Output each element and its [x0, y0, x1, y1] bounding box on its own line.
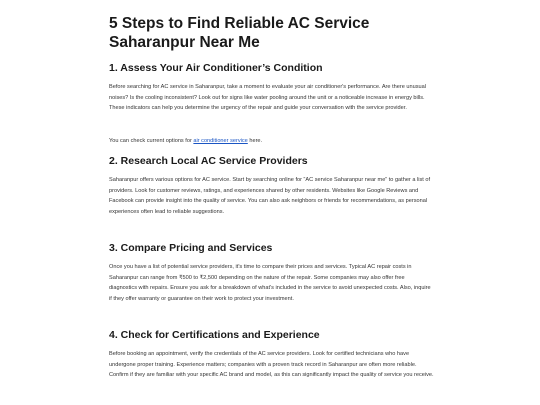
section-2-paragraph: Saharanpur offers various options for AC service. Start by searching online for “AC service Saharanpur near me” to gather a list of providers. Look for customer reviews, ratings, and experiences shared by other residents. Websites like Google Reviews and Facebook can provide insight into the quality of service. You can also ask neighbors or friends for recommendations, as personal experiences often lead to reliable suggestions.: [109, 177, 431, 216]
article-title: 5 Steps to Find Reliable AC Service Saharanpur Near Me: [109, 15, 370, 51]
link-prefix: You can check current options for: [109, 138, 194, 144]
section-2-heading: 2. Research Local AC Service Providers: [109, 155, 308, 167]
section-1-link-line: [109, 136, 434, 147]
link-suffix: here.: [247, 138, 263, 144]
section-1-paragraph: Before searching for AC service in Saharanpur, take a moment to evaluate your air conditioner's performance. Are there unusual noises? Is the cooling inconsistent? Look out for signs like water pooling around the unit or a noticeable increase in energy bills. These indicators can help you determine the urgency of the repair and guide your conversation with the service provider.: [109, 84, 426, 112]
article: [109, 0, 434, 379]
section-4-heading: 4. Check for Certifications and Experience: [109, 329, 320, 341]
section-4-paragraph: Before booking an appointment, verify the credentials of the AC service providers. Look for certified technicians who have undergone proper training. Experience matters; companies with a proven track record in Saharanpur are often more reliable. Confirm if they are familiar with your specific AC brand and model, as this can significantly impact the quality of service you receive.: [109, 351, 434, 379]
section-3-heading: 3. Compare Pricing and Services: [109, 242, 273, 254]
section-3-paragraph: Once you have a list of potential service providers, it's time to compare their prices and services. Typical AC repair costs in Saharanpur can range from ₹500 to ₹2,500 depending on the nature of the repair. Some companies may also offer free diagnostics with repairs. Ensure you ask for a breakdown of what's included in the service to avoid unexpected costs. Also, inquire if they offer warranty or guarantee on their work to protect your investment.: [109, 264, 431, 303]
air-conditioner-service-link[interactable]: air conditioner service: [193, 138, 248, 144]
section-1-heading: 1. Assess Your Air Conditioner’s Condition: [109, 62, 323, 74]
